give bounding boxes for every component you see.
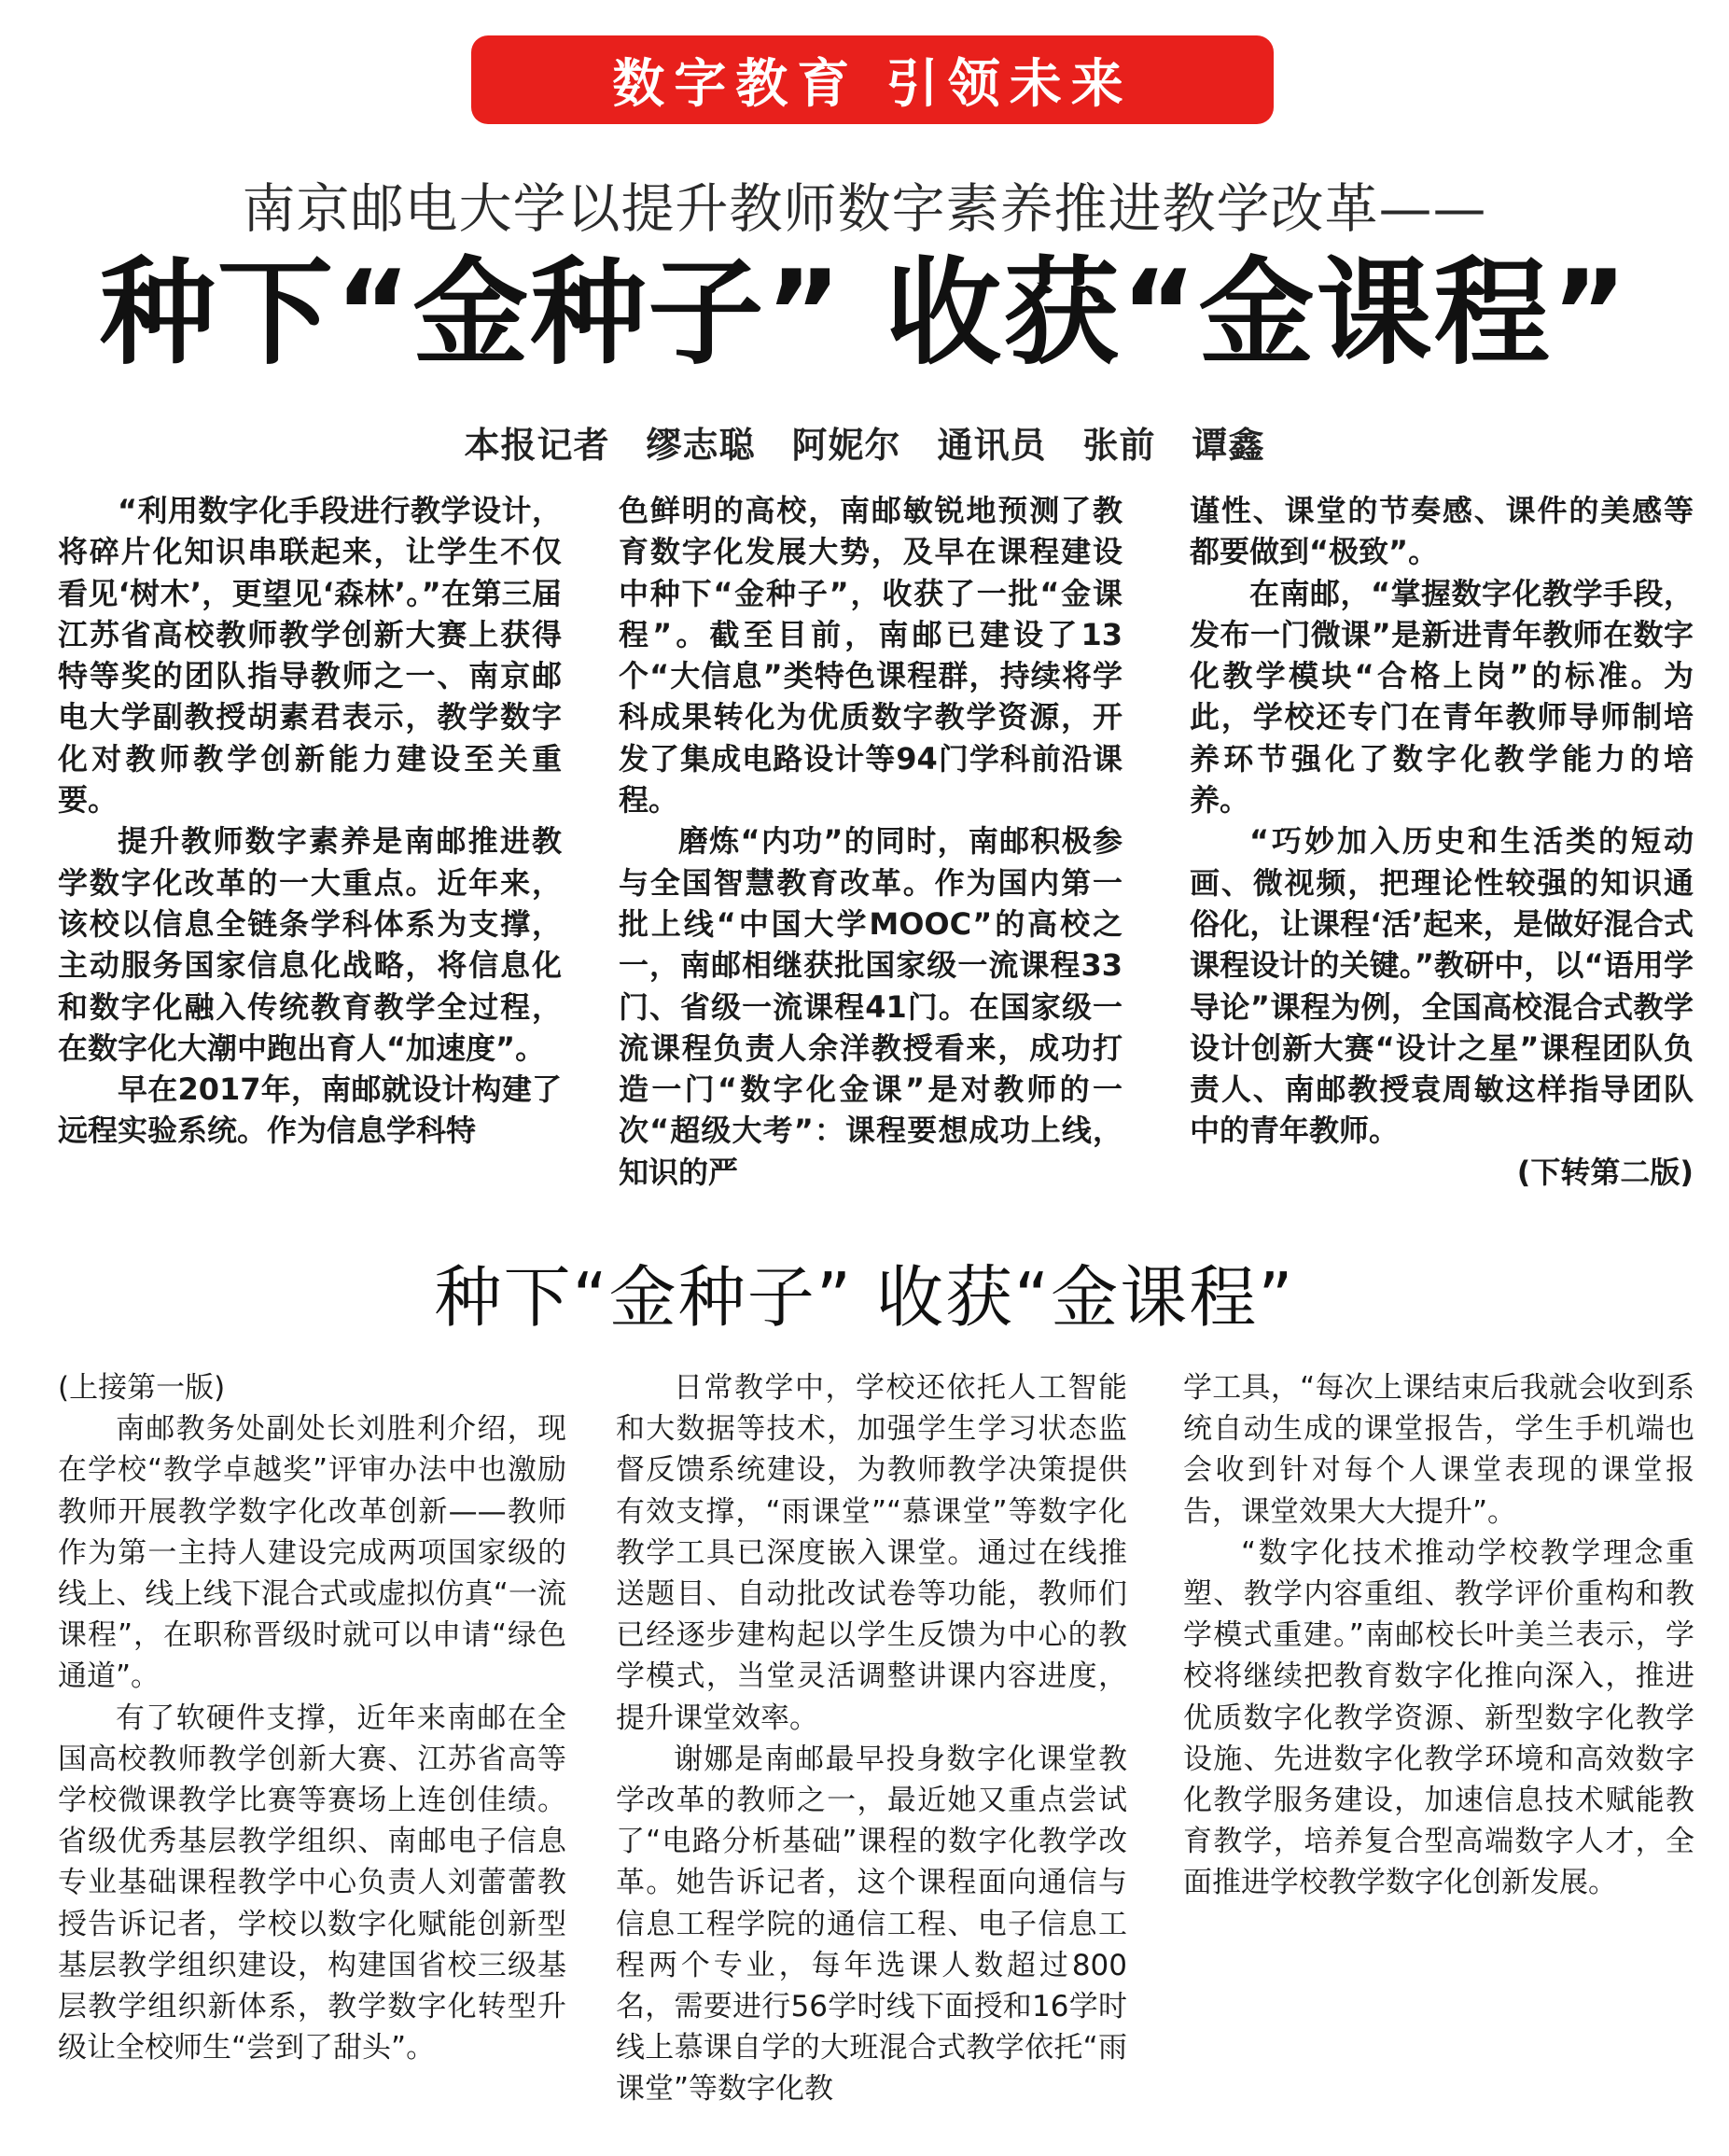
- paragraph: 磨炼“内功”的同时，南邮积极参与全国智慧教育改革。作为国内第一批上线“中国大学MOOC”的高校之一，南邮相继获批国家级一流课程33门、省级一流课程41门。在国家级一流课程负责人余洋教授看来，成功打造一门“数字化金课”是对教师的一次“超级大考”：课程要想成功上线，知识的严: [619, 823, 1122, 1190]
- main-headline: 种下“金种子” 收获“金课程”: [99, 246, 1630, 381]
- paragraph: “巧妙加入历史和生活类的短动画、微视频，把理论性较强的知识通俗化，让课程‘活’起来，是做好混合式课程设计的关键。”教研中，以“语用学导论”课程为例，全国高校混合式教学设计创新大赛“设计之星”课程团队负责人、南邮教授袁周敏这样指导团队中的青年教师。: [1190, 823, 1694, 1149]
- paragraph: 色鲜明的高校，南邮敏锐地预测了教育数字化发展大势，及早在课程建设中种下“金种子”，收获了一批“金课程”。截至目前，南邮已建设了13个“大信息”类特色课程群，持续将学科成果转化为优质数字教学资源，开发了集成电路设计等94门学科前沿课程。: [619, 493, 1122, 819]
- paragraph: 提升教师数字素养是南邮推进教学数字化改革的一大重点。近年来，该校以信息全链条学科体系为支撑，主动服务国家信息化战略，将信息化和数字化融入传统教育教学全过程，在数字化大潮中跑出育人“加速度”。: [58, 823, 562, 1066]
- continued-from-note: (上接第一版): [58, 1371, 226, 1405]
- continued-column-3: [1183, 1367, 1694, 2123]
- continued-column-2: [616, 1367, 1127, 2123]
- paragraph: 在南邮，“掌握数字化教学手段，发布一门微课”是新进青年教师在数字化教学模块“合格上岗”的标准。为此，学校还专门在青年教师导师制培养环节强化了数字化教学能力的培养。: [1190, 575, 1694, 819]
- continued-column-1: [58, 1367, 566, 2123]
- article-column-1: [58, 490, 562, 1209]
- paragraph: 谢娜是南邮最早投身数字化课堂教学改革的教师之一，最近她又重点尝试了“电路分析基础”课程的数字化教学改革。她告诉记者，这个课程面向通信与信息工程学院的通信工程、电子信息工程两个专业，每年选课人数超过800名，需要进行56学时线下面授和16学时线上慕课自学的大班混合式教学依托“雨课堂”等数字化教: [616, 1742, 1127, 2107]
- paragraph: 南邮教务处副处长刘胜利介绍，现在学校“教学卓越奖”评审办法中也激励教师开展教学数字化改革创新——教师作为第一主持人建设完成两项国家级的线上、线上线下混合式或虚拟仿真“一流课程”，在职称晋级时就可以申请“绿色通道”。: [58, 1412, 566, 1694]
- paragraph: 日常教学中，学校还依托人工智能和大数据等技术，加强学生学习状态监督反馈系统建设，为教师教学决策提供有效支撑，“雨课堂”“慕课堂”等数字化教学工具已深度嵌入课堂。通过在线推送题目、自动批改试卷等功能，教师们已经逐步建构起以学生反馈为中心的教学模式，当堂灵活调整讲课内容进度，提升课堂效率。: [616, 1371, 1127, 1735]
- paragraph: 学工具，“每次上课结束后我就会收到系统自动生成的课堂报告，学生手机端也会收到针对每个人课堂表现的课堂报告，课堂效果大大提升”。: [1183, 1371, 1694, 1529]
- paragraph: “数字化技术推动学校教学理念重塑、教学内容重组、教学评价重构和教学模式重建。”南邮校长叶美兰表示，学校将继续把教育数字化推向深入，推进优质数字化教学资源、新型数字化教学设施、先进数字化教学环境和高效数字化教学服务建设，加速信息技术赋能教育教学，培养复合型高端数字人才，全面推进学校教学数字化创新发展。: [1183, 1535, 1694, 1900]
- section-banner: [471, 35, 1274, 124]
- paragraph: 早在2017年，南邮就设计构建了远程实验系统。作为信息学科特: [58, 1071, 562, 1149]
- kicker-line: 南京邮电大学以提升教师数字素养推进教学改革——: [242, 178, 1487, 240]
- paragraph: “利用数字化手段进行教学设计，将碎片化知识串联起来，让学生不仅看见‘树木’，更望见‘森林’。”在第三届江苏省高校教师教学创新大赛上获得特等奖的团队指导教师之一、南京邮电大学副教授胡素君表示，教学数字化对教师教学创新能力建设至关重要。: [58, 493, 562, 819]
- paragraph: 有了软硬件支撑，近年来南邮在全国高校教师教学创新大赛、江苏省高等学校微课教学比赛等赛场上连创佳绩。省级优秀基层教学组织、南邮电子信息专业基础课程教学中心负责人刘蕾蕾教授告诉记者，学校以数字化赋能创新型基层教学组织建设，构建国省校三级基层教学组织新体系，教学数字化转型升级让全校师生“尝到了甜头”。: [58, 1701, 566, 2065]
- article-column-2: [619, 490, 1122, 1209]
- byline: 本报记者 缪志聪 阿妮尔 通讯员 张前 谭鑫: [464, 425, 1265, 466]
- paragraph: 谨性、课堂的节奏感、课件的美感等都要做到“极致”。: [1190, 493, 1694, 570]
- continued-note: (下转第二版): [1516, 1154, 1694, 1190]
- continued-headline: 种下“金种子” 收获“金课程”: [434, 1258, 1295, 1337]
- banner-title: 数字教育 引领未来: [612, 53, 1133, 115]
- article-column-3: [1190, 490, 1694, 1209]
